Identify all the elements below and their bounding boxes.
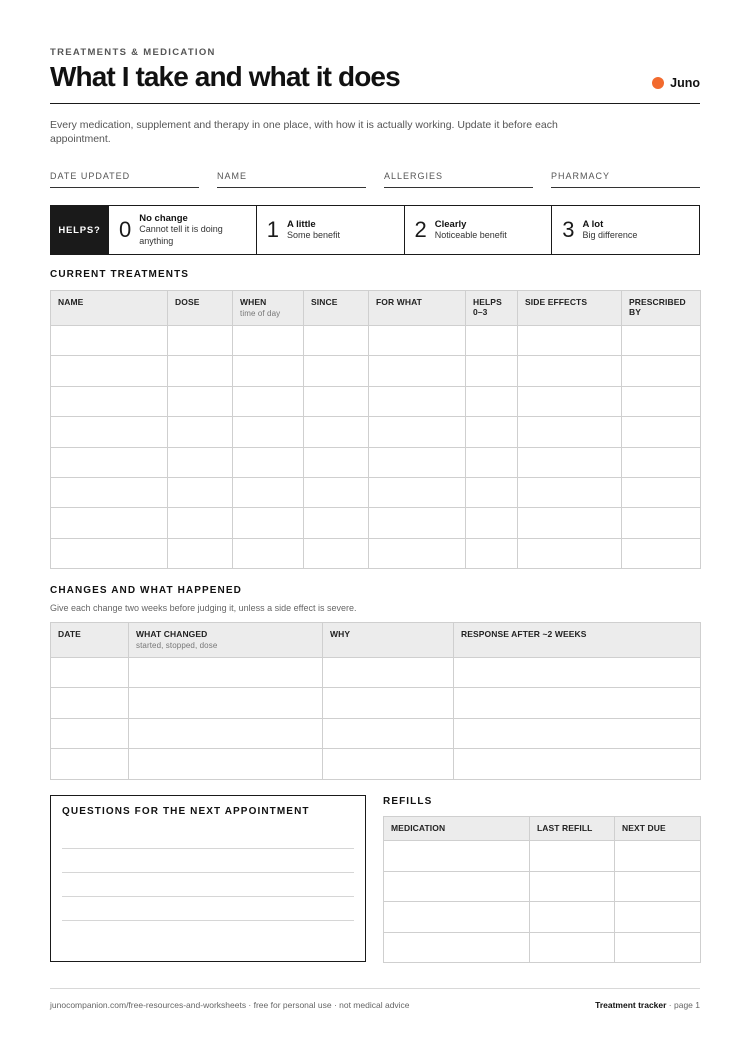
column-header	[51, 623, 129, 658]
table-header-row	[51, 623, 701, 658]
info-fields	[50, 171, 700, 188]
table-cell[interactable]	[168, 356, 233, 386]
scale-level-2	[404, 206, 552, 254]
table-row	[51, 688, 701, 718]
table-row	[51, 658, 701, 688]
column-header	[51, 291, 168, 326]
table-row	[51, 326, 701, 356]
scale-number: 3	[562, 217, 575, 242]
table-cell[interactable]	[233, 356, 304, 386]
table-cell[interactable]	[615, 932, 701, 963]
table-cell[interactable]	[51, 508, 168, 538]
table-cell[interactable]	[622, 326, 701, 356]
refills-title: REFILLS	[383, 796, 433, 807]
table-cell[interactable]	[323, 658, 454, 688]
column-header-label: WHEN	[240, 297, 267, 307]
table-cell[interactable]	[518, 477, 622, 507]
writing-line	[62, 920, 354, 921]
table-cell[interactable]	[51, 477, 168, 507]
table-cell[interactable]	[51, 417, 168, 447]
brand-name: Juno	[670, 76, 700, 90]
column-header	[615, 817, 701, 841]
table-cell[interactable]	[622, 356, 701, 386]
table-cell[interactable]	[622, 447, 701, 477]
table-cell[interactable]	[622, 538, 701, 568]
scale-description: Big difference	[582, 229, 638, 240]
table-cell[interactable]	[454, 688, 701, 718]
table-row	[51, 447, 701, 477]
column-header-label: FOR WHAT	[376, 297, 422, 307]
table-cell[interactable]	[168, 508, 233, 538]
table-cell[interactable]	[384, 841, 530, 872]
table-cell[interactable]	[168, 477, 233, 507]
changes-table	[50, 622, 701, 780]
column-header	[369, 291, 466, 326]
helps-scale-heading: HELPS?	[51, 206, 108, 254]
table-cell[interactable]	[518, 508, 622, 538]
table-cell[interactable]	[233, 508, 304, 538]
table-cell[interactable]	[168, 386, 233, 416]
table-cell[interactable]	[304, 477, 369, 507]
table-cell[interactable]	[369, 538, 466, 568]
writing-line	[62, 872, 354, 873]
table-cell[interactable]	[369, 447, 466, 477]
column-header-label: NAME	[58, 297, 84, 307]
table-cell[interactable]	[233, 447, 304, 477]
table-cell[interactable]	[51, 658, 129, 688]
table-cell[interactable]	[369, 386, 466, 416]
table-cell[interactable]	[530, 902, 615, 933]
table-cell[interactable]	[369, 326, 466, 356]
table-cell[interactable]	[168, 326, 233, 356]
column-header-label: RESPONSE AFTER ~2 WEEKS	[461, 629, 587, 639]
scale-number: 0	[119, 217, 132, 242]
pharmacy-field[interactable]: PHARMACY	[551, 171, 700, 188]
table-cell[interactable]	[304, 447, 369, 477]
table-row	[51, 538, 701, 568]
table-cell[interactable]	[466, 508, 518, 538]
table-cell[interactable]	[233, 386, 304, 416]
questions-box[interactable]	[50, 795, 366, 962]
table-cell[interactable]	[466, 356, 518, 386]
table-cell[interactable]	[233, 477, 304, 507]
table-cell[interactable]	[615, 902, 701, 933]
table-cell[interactable]	[233, 417, 304, 447]
table-cell[interactable]	[466, 386, 518, 416]
column-header-label: DATE	[58, 629, 81, 639]
column-header	[129, 623, 323, 658]
table-cell[interactable]	[51, 447, 168, 477]
column-header-hint: started, stopped, dose	[136, 641, 218, 650]
helps-scale-legend	[50, 205, 700, 255]
writing-line	[62, 896, 354, 897]
table-cell[interactable]	[51, 749, 129, 779]
table-cell[interactable]	[304, 538, 369, 568]
table-cell[interactable]	[369, 508, 466, 538]
table-cell[interactable]	[168, 447, 233, 477]
table-cell[interactable]	[304, 508, 369, 538]
current-treatments-title: CURRENT TREATMENTS	[50, 269, 190, 280]
column-header-label: PRESCRIBED BY	[629, 297, 686, 317]
table-cell[interactable]	[369, 356, 466, 386]
table-cell[interactable]	[384, 902, 530, 933]
table-cell[interactable]	[518, 386, 622, 416]
brand-logo	[652, 76, 700, 90]
table-row	[51, 749, 701, 779]
scale-label: A lot	[582, 218, 604, 230]
table-cell[interactable]	[129, 718, 323, 748]
table-cell[interactable]	[304, 326, 369, 356]
scale-level-0	[108, 206, 256, 254]
footer-doc-name: Treatment tracker	[595, 1000, 667, 1010]
table-cell[interactable]	[622, 477, 701, 507]
questions-title: QUESTIONS FOR THE NEXT APPOINTMENT	[62, 806, 310, 817]
table-cell[interactable]	[168, 538, 233, 568]
table-cell[interactable]	[530, 841, 615, 872]
scale-level-3	[551, 206, 699, 254]
column-header	[323, 623, 454, 658]
column-header	[454, 623, 701, 658]
scale-label: No change	[139, 213, 188, 224]
table-row	[51, 718, 701, 748]
table-cell[interactable]	[323, 718, 454, 748]
table-cell[interactable]	[129, 658, 323, 688]
name-field[interactable]: NAME	[217, 171, 366, 188]
table-cell[interactable]	[304, 356, 369, 386]
column-header-label: SIDE EFFECTS	[525, 297, 588, 307]
table-cell[interactable]	[615, 871, 701, 902]
page-title: What I take and what it does	[50, 61, 400, 92]
table-cell[interactable]	[51, 326, 168, 356]
table-cell[interactable]	[51, 688, 129, 718]
table-cell[interactable]	[466, 326, 518, 356]
table-cell[interactable]	[51, 386, 168, 416]
date-updated-field[interactable]: DATE UPDATED	[50, 171, 199, 188]
table-cell[interactable]	[384, 932, 530, 963]
table-row	[51, 477, 701, 507]
column-header	[530, 817, 615, 841]
refills-table	[383, 816, 701, 963]
table-cell[interactable]	[369, 417, 466, 447]
table-cell[interactable]	[622, 417, 701, 447]
table-cell[interactable]	[51, 538, 168, 568]
column-header	[466, 291, 518, 326]
scale-label: Clearly	[434, 218, 467, 230]
scale-description: Noticeable benefit	[434, 229, 507, 240]
table-cell[interactable]	[518, 447, 622, 477]
table-cell[interactable]	[233, 538, 304, 568]
title-divider	[50, 103, 700, 104]
table-cell[interactable]	[530, 871, 615, 902]
table-cell[interactable]	[129, 749, 323, 779]
footer-page-label	[595, 1000, 700, 1010]
current-treatments-table	[50, 290, 701, 569]
table-cell[interactable]	[304, 386, 369, 416]
table-cell[interactable]	[323, 688, 454, 718]
writing-line	[62, 848, 354, 849]
footer-page-number: · page 1	[666, 1000, 700, 1010]
column-header-label: LAST REFILL	[537, 823, 593, 833]
table-cell[interactable]	[518, 417, 622, 447]
column-header-label: NEXT DUE	[622, 823, 666, 833]
table-header-row	[51, 291, 701, 326]
table-cell[interactable]	[615, 841, 701, 872]
scale-description: Cannot tell it is doing anything	[139, 224, 223, 246]
table-cell[interactable]	[466, 447, 518, 477]
scale-level-1	[256, 206, 404, 254]
table-row	[384, 841, 701, 872]
column-header-label: SINCE	[311, 297, 338, 307]
scale-number: 1	[266, 217, 279, 242]
column-header	[304, 291, 369, 326]
table-row	[384, 932, 701, 963]
column-header	[233, 291, 304, 326]
table-cell[interactable]	[369, 477, 466, 507]
table-cell[interactable]	[323, 749, 454, 779]
intro-text: Every medication, supplement and therapy in one place, with how it is actually working. Update it before each appointment.	[50, 119, 558, 145]
table-cell[interactable]	[129, 688, 323, 718]
column-header-label: WHY	[330, 629, 351, 639]
table-cell[interactable]	[466, 538, 518, 568]
table-cell[interactable]	[518, 538, 622, 568]
table-cell[interactable]	[466, 477, 518, 507]
column-header-label: HELPS 0–3	[473, 297, 502, 317]
eyebrow: TREATMENTS & MEDICATION	[50, 47, 216, 58]
table-cell[interactable]	[51, 718, 129, 748]
scale-number: 2	[414, 217, 427, 242]
column-header-label: WHAT CHANGED	[136, 629, 208, 639]
table-row	[384, 871, 701, 902]
changes-title: CHANGES AND WHAT HAPPENED	[50, 585, 242, 596]
changes-note: Give each change two weeks before judging it, unless a side effect is severe.	[50, 603, 357, 613]
table-header-row	[384, 817, 701, 841]
footer-divider	[50, 988, 700, 989]
table-row	[384, 902, 701, 933]
table-cell[interactable]	[454, 749, 701, 779]
column-header	[518, 291, 622, 326]
table-row	[51, 356, 701, 386]
table-row	[51, 417, 701, 447]
table-cell[interactable]	[518, 356, 622, 386]
column-header-label: MEDICATION	[391, 823, 446, 833]
table-cell[interactable]	[622, 386, 701, 416]
table-row	[51, 508, 701, 538]
table-row	[51, 386, 701, 416]
column-header	[622, 291, 701, 326]
column-header-hint: time of day	[240, 309, 281, 318]
table-cell[interactable]	[51, 356, 168, 386]
table-cell[interactable]	[454, 658, 701, 688]
column-header	[384, 817, 530, 841]
footer-source: junocompanion.com/free-resources-and-worksheets · free for personal use · not medical advice	[50, 1000, 410, 1010]
scale-description: Some benefit	[287, 229, 341, 240]
column-header	[168, 291, 233, 326]
table-cell[interactable]	[518, 326, 622, 356]
scale-label: A little	[287, 218, 316, 230]
table-cell[interactable]	[454, 718, 701, 748]
table-cell[interactable]	[304, 417, 369, 447]
table-cell[interactable]	[466, 417, 518, 447]
table-cell[interactable]	[233, 326, 304, 356]
brand-dot-icon	[652, 77, 664, 89]
column-header-label: DOSE	[175, 297, 200, 307]
table-cell[interactable]	[384, 871, 530, 902]
table-cell[interactable]	[622, 508, 701, 538]
allergies-field[interactable]: ALLERGIES	[384, 171, 533, 188]
table-cell[interactable]	[168, 417, 233, 447]
table-cell[interactable]	[530, 932, 615, 963]
